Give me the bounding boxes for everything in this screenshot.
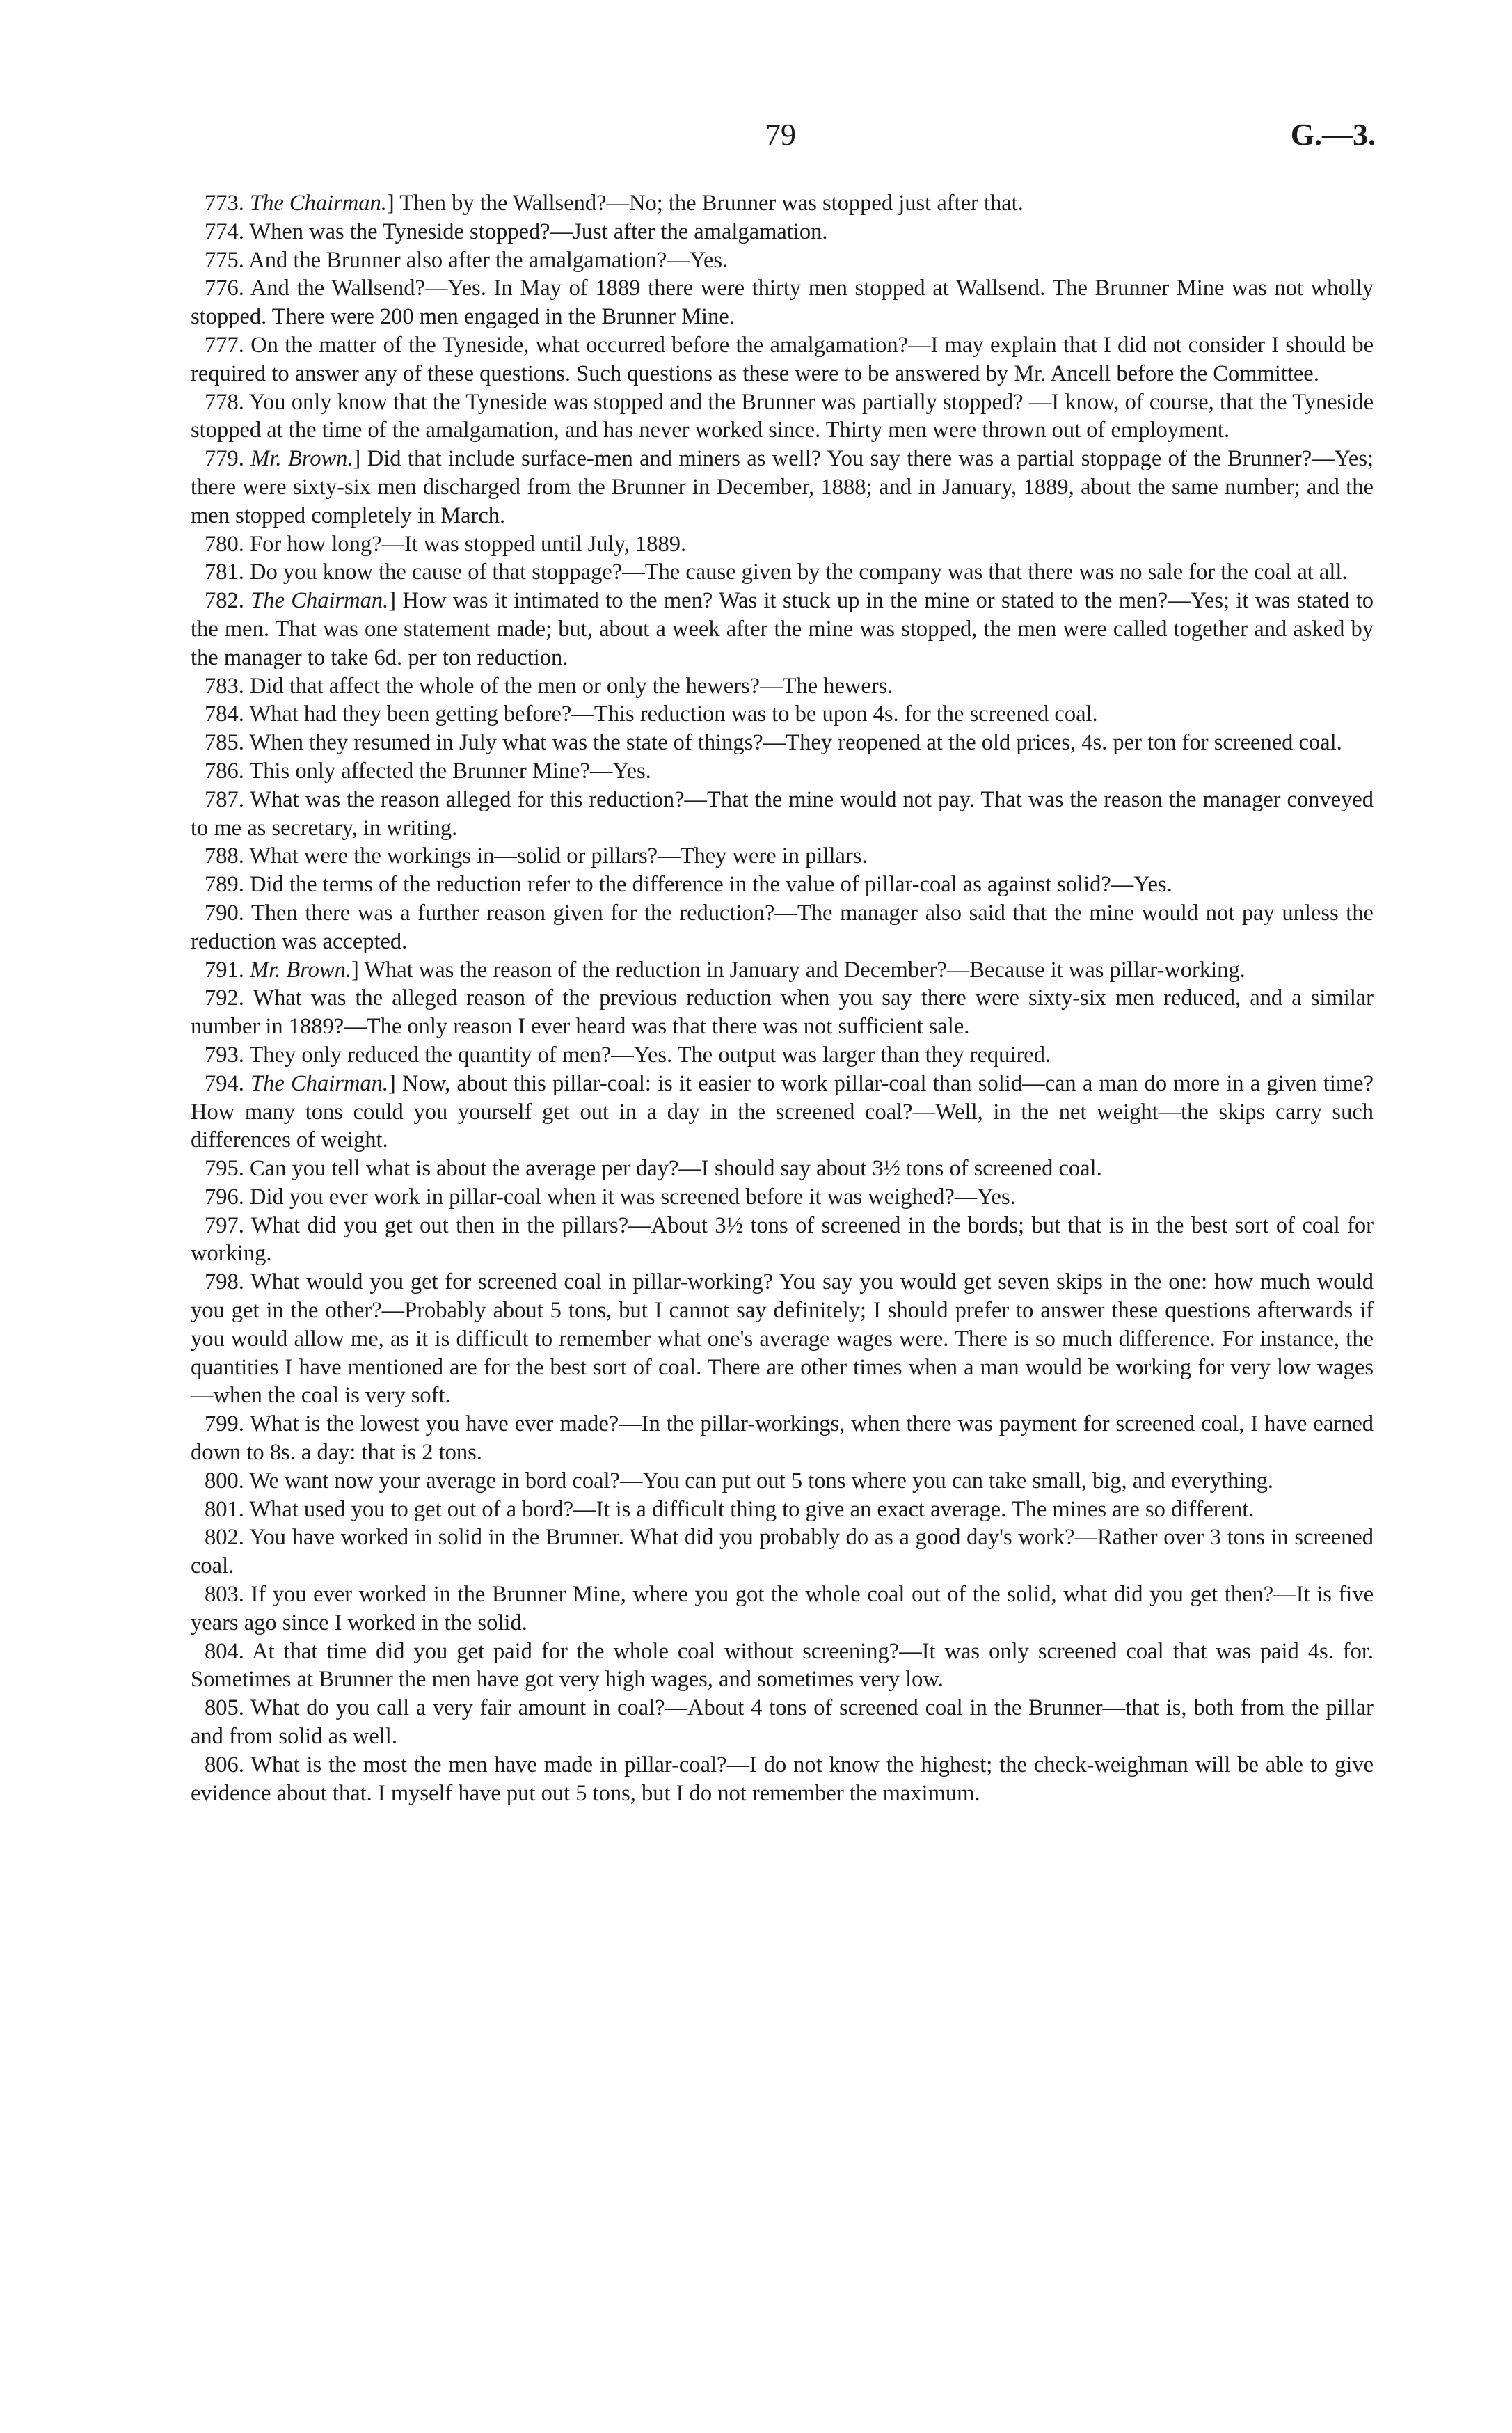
question-number: 774. xyxy=(205,219,244,244)
evidence-paragraph xyxy=(191,1155,1374,1183)
evidence-paragraph xyxy=(191,1580,1374,1638)
body-text xyxy=(191,189,1374,1807)
question-number: 804. xyxy=(205,1638,244,1664)
question-number: 797. xyxy=(205,1212,244,1238)
evidence-paragraph xyxy=(191,1694,1374,1751)
question-number: 790. xyxy=(205,900,244,926)
paragraph-text: ] Did that include surface-men and miners as well? You say there was a partial stoppage of the Brunner?—Yes; there were sixty-six men discharged from the Brunner in December, 1888; and in January, 1889, about the same number; and the men stopped completely in March. xyxy=(191,446,1374,528)
question-number: 805. xyxy=(205,1695,244,1721)
evidence-paragraph xyxy=(191,1467,1374,1496)
evidence-paragraph xyxy=(191,445,1374,530)
question-number: 780. xyxy=(205,531,244,557)
paragraph-text: Did you ever work in pillar-coal when it was screened before it was weighed?—Yes. xyxy=(250,1184,1016,1210)
evidence-paragraph xyxy=(191,1183,1374,1212)
question-number: 775. xyxy=(205,247,244,273)
evidence-paragraph xyxy=(191,530,1374,559)
question-number: 788. xyxy=(205,843,244,869)
paragraph-text: Do you know the cause of that stoppage?—The cause given by the company was that there was no sale for the coal at all. xyxy=(250,560,1348,585)
evidence-paragraph xyxy=(191,558,1374,587)
speaker-name: The Chairman. xyxy=(250,1070,388,1096)
evidence-paragraph xyxy=(191,956,1374,985)
evidence-paragraph xyxy=(191,984,1374,1041)
evidence-paragraph xyxy=(191,331,1374,388)
paragraph-text: What is the most the men have made in pillar-coal?—I do not know the highest; the check-weighman will be able to give evidence about that. I myself have put out 5 tons, but I do not remember the maximum. xyxy=(191,1752,1374,1806)
paragraph-text: What do you call a very fair amount in coal?—About 4 tons of screened coal in the Brunner—that is, both from the pillar and from solid as well. xyxy=(191,1695,1374,1750)
evidence-paragraph xyxy=(191,1070,1374,1155)
paragraph-text: Did that affect the whole of the men or only the hewers?—The hewers. xyxy=(250,673,893,699)
evidence-paragraph xyxy=(191,246,1374,275)
evidence-paragraph xyxy=(191,587,1374,672)
paragraph-text: You have worked in solid in the Brunner. What did you probably do as a good day's work?—Rather over 3 tons in screened coal. xyxy=(191,1525,1374,1579)
question-number: 794. xyxy=(205,1070,244,1096)
question-number: 781. xyxy=(205,560,244,585)
speaker-name: The Chairman. xyxy=(250,588,389,614)
evidence-paragraph xyxy=(191,388,1374,445)
question-number: 796. xyxy=(205,1184,244,1210)
question-number: 792. xyxy=(205,985,244,1011)
question-number: 776. xyxy=(205,276,244,301)
paragraph-text: They only reduced the quantity of men?—Yes. The output was larger than they required. xyxy=(249,1042,1051,1068)
evidence-paragraph xyxy=(191,842,1374,871)
question-number: 783. xyxy=(205,673,244,699)
paragraph-text: When they resumed in July what was the state of things?—They reopened at the old prices, 4s. per ton for screened coal. xyxy=(249,730,1342,756)
evidence-paragraph xyxy=(191,218,1374,246)
question-number: 795. xyxy=(205,1156,244,1182)
question-number: 782. xyxy=(205,588,244,614)
page-number: 79 xyxy=(765,118,796,152)
evidence-paragraph xyxy=(191,1268,1374,1410)
paragraph-text: Did the terms of the reduction refer to the difference in the value of pillar-coal as against solid?—Yes. xyxy=(250,872,1172,898)
paragraph-text: What did you get out then in the pillars?—About 3½ tons of screened in the bords; but that is in the best sort of coal for working. xyxy=(191,1212,1374,1267)
question-number: 802. xyxy=(205,1525,244,1551)
paragraph-text: What had they been getting before?—This reduction was to be upon 4s. for the screened coal. xyxy=(249,702,1098,727)
question-number: 785. xyxy=(205,730,244,756)
paragraph-text: ] Now, about this pillar-coal: is it easier to work pillar-coal than solid—can a man do more in a given time? How many tons could you yourself get out in a day in the screened coal?—Well, in the net weight—the skips carry such differences of weight. xyxy=(191,1070,1374,1153)
evidence-paragraph xyxy=(191,1751,1374,1808)
paragraph-text: ] Then by the Wallsend?—No; the Brunner was stopped just after that. xyxy=(386,191,1024,216)
paragraph-text: For how long?—It was stopped until July, 1889. xyxy=(250,531,687,557)
evidence-paragraph xyxy=(191,274,1374,331)
question-number: 791. xyxy=(205,957,244,983)
paragraph-text: Can you tell what is about the average per day?—I should say about 3½ tons of screened coal. xyxy=(250,1156,1102,1182)
question-number: 800. xyxy=(205,1468,244,1493)
evidence-paragraph xyxy=(191,1410,1374,1467)
paragraph-text: What was the alleged reason of the previous reduction when you say there were sixty-six men reduced, and a similar number in 1889?—The only reason I ever heard was that there was not sufficient sale. xyxy=(191,985,1374,1040)
paragraph-text: What was the reason alleged for this reduction?—That the mine would not pay. That was the reason the manager conveyed to me as secretary, in writing. xyxy=(191,786,1374,841)
evidence-paragraph xyxy=(191,757,1374,786)
question-number: 793. xyxy=(205,1042,244,1068)
evidence-paragraph xyxy=(191,1523,1374,1580)
question-number: 806. xyxy=(205,1752,244,1777)
question-number: 777. xyxy=(205,332,244,358)
paragraph-text: On the matter of the Tyneside, what occurred before the amalgamation?—I may explain that I did not consider I should be required to answer any of these questions. Such questions as these were to be answered by Mr. Ancell before the Committee. xyxy=(191,332,1374,386)
evidence-paragraph xyxy=(191,1496,1374,1524)
paragraph-text: We want now your average in bord coal?—You can put out 5 tons where you can take small, big, and everything. xyxy=(249,1468,1273,1493)
paragraph-text: What would you get for screened coal in pillar-working? You say you would get seven skips in the one: how much would you get in the other?—Probably about 5 tons, but I cannot say definitely; I should prefer to answer these questions afterwards if you would allow me, as it is difficult to remember what one's average wages were. There is so much difference. For instance, the quantities I have mentioned are for the best sort of coal. There are other times when a man would be working for very low wages—when the coal is very soft. xyxy=(191,1269,1374,1409)
question-number: 799. xyxy=(205,1411,244,1437)
evidence-paragraph xyxy=(191,189,1374,218)
question-number: 778. xyxy=(205,389,244,415)
evidence-paragraph xyxy=(191,899,1374,956)
paragraph-text: ] How was it intimated to the men? Was it stuck up in the mine or stated to the men?—Yes; it was stated to the men. That was one statement made; but, about a week after the mine was stopped, the men were called together and asked by the manager to take 6d. per ton reduction. xyxy=(191,588,1374,670)
evidence-paragraph xyxy=(191,1212,1374,1269)
question-number: 786. xyxy=(205,758,244,784)
paragraph-text: At that time did you get paid for the whole coal without screening?—It was only screened coal that was paid 4s. for. Sometimes at Brunner the men have got very high wages, and sometimes very low. xyxy=(191,1638,1374,1693)
evidence-paragraph xyxy=(191,729,1374,757)
paragraph-text: This only affected the Brunner Mine?—Yes. xyxy=(249,758,651,784)
evidence-paragraph xyxy=(191,1041,1374,1070)
question-number: 787. xyxy=(205,786,244,812)
question-number: 789. xyxy=(205,872,244,898)
speaker-name: The Chairman. xyxy=(250,191,387,216)
paragraph-text: If you ever worked in the Brunner Mine, where you got the whole coal out of the solid, what did you get then?—It is five years ago since I worked in the solid. xyxy=(191,1582,1374,1635)
question-number: 779. xyxy=(205,446,244,472)
evidence-paragraph xyxy=(191,786,1374,843)
question-number: 784. xyxy=(205,702,244,727)
paragraph-text: What used you to get out of a bord?—It is a difficult thing to give an exact average. The mines are so different. xyxy=(249,1496,1255,1522)
paragraph-text: ] What was the reason of the reduction in January and December?—Because it was pillar-working. xyxy=(351,957,1246,983)
paragraph-text: When was the Tyneside stopped?—Just after the amalgamation. xyxy=(249,219,828,244)
paragraph-text: What were the workings in—solid or pillars?—They were in pillars. xyxy=(249,843,868,869)
paragraph-text: Then there was a further reason given for the reduction?—The manager also said that the mine would not pay unless the reduction was accepted. xyxy=(191,900,1374,954)
speaker-name: Mr. Brown. xyxy=(250,446,353,472)
question-number: 773. xyxy=(205,191,244,216)
evidence-paragraph xyxy=(191,672,1374,701)
series-code: G.—3. xyxy=(1290,118,1376,152)
evidence-paragraph xyxy=(191,871,1374,899)
question-number: 798. xyxy=(205,1269,244,1295)
paragraph-text: What is the lowest you have ever made?—In the pillar-workings, when there was payment for screened coal, I have earned down to 8s. a day: that is 2 tons. xyxy=(191,1411,1374,1466)
speaker-name: Mr. Brown. xyxy=(250,957,351,983)
paragraph-text: You only know that the Tyneside was stopped and the Brunner was partially stopped? —I know, of course, that the Tyneside stopped at the time of the amalgamation, and has never worked since. Thirty men were thrown out of employment. xyxy=(191,389,1374,443)
evidence-paragraph xyxy=(191,700,1374,729)
question-number: 801. xyxy=(205,1496,244,1522)
paragraph-text: And the Brunner also after the amalgamation?—Yes. xyxy=(248,247,729,273)
paragraph-text: And the Wallsend?—Yes. In May of 1889 there were thirty men stopped at Wallsend. The Brunner Mine was not wholly stopped. There were 200 men engaged in the Brunner Mine. xyxy=(191,276,1374,330)
question-number: 803. xyxy=(205,1582,244,1608)
evidence-paragraph xyxy=(191,1638,1374,1695)
